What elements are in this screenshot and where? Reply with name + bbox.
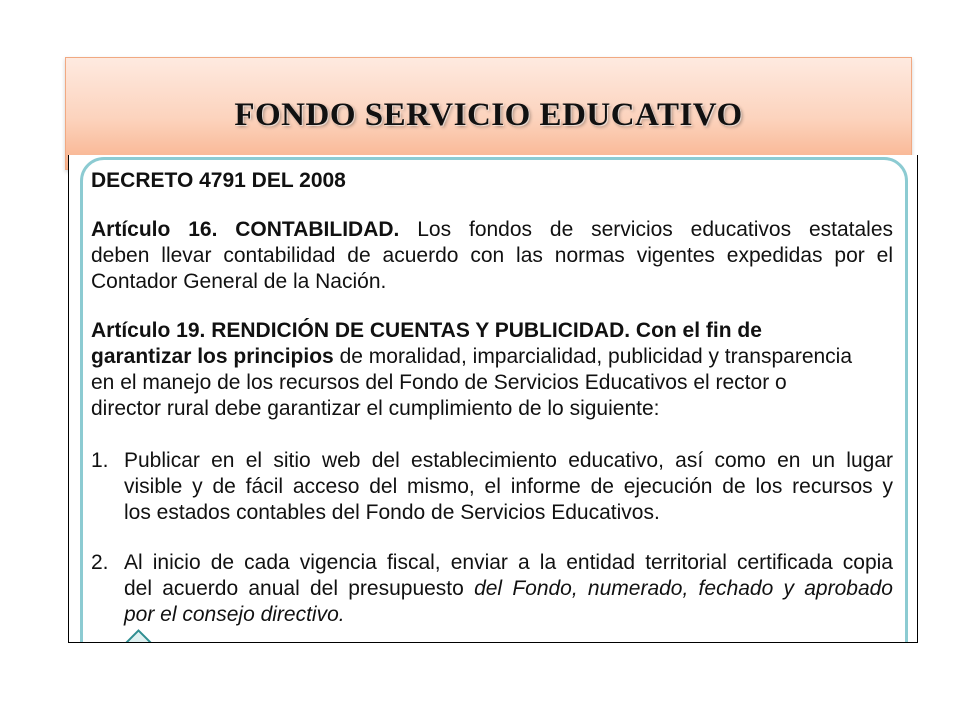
article-19-line-4: director rural debe garantizar el cumplimiento de lo siguiente: [91, 397, 660, 420]
decree-document-image [68, 155, 918, 643]
article-19-line-1: Artículo 19. RENDICIÓN DE CUENTAS Y PUBLICIDAD. Con el fin de [91, 319, 762, 342]
list-item-2-line-2 [91, 576, 893, 602]
list-item-2-line-2-italic: del Fondo, numerado, fechado y aprobado [474, 577, 893, 600]
list-item-1-line-1 [91, 448, 893, 474]
document-text [91, 168, 893, 628]
article-16-line-2: deben llevar contabilidad de acuerdo con las normas vigentes expedidas por el [91, 244, 893, 267]
decree-heading: DECRETO 4791 DEL 2008 [91, 169, 346, 192]
list-item-1-line-1-text: Publicar en el sitio web del establecimiento educativo, así como en un lugar [124, 449, 893, 472]
article-16-title: Artículo 16. CONTABILIDAD. [91, 218, 400, 241]
article-19-line-2 [91, 344, 893, 370]
list-item-1 [91, 448, 893, 526]
article-19 [91, 318, 893, 422]
article-19-line-2-text: de moralidad, imparcialidad, publicidad y transparencia [339, 345, 853, 368]
list-item-1-number: 1. [91, 449, 109, 472]
slide-title: FONDO SERVICIO EDUCATIVO [234, 97, 743, 133]
article-16-line-1 [91, 217, 893, 243]
slide-title-banner [65, 57, 912, 170]
article-16-line-1-text: Los fondos de servicios educativos estatales [417, 218, 893, 241]
list-item-2-line-3: por el consejo directivo. [124, 603, 345, 626]
list-item-2-line-1-text: Al inicio de cada vigencia fiscal, enviar a la entidad territorial certificada copia [124, 551, 893, 574]
list-item-1-line-2: visible y de fácil acceso del mismo, el informe de ejecución de los recursos y [124, 475, 893, 498]
list-item-1-line-3: los estados contables del Fondo de Servicios Educativos. [124, 501, 660, 524]
list-item-2-number: 2. [91, 551, 109, 574]
article-16 [91, 217, 893, 295]
article-19-line-2-bold: garantizar los principios [91, 345, 334, 368]
article-16-line-3: Contador General de la Nación. [91, 270, 387, 293]
list-item-2-line-2-text: del acuerdo anual del presupuesto [124, 577, 464, 600]
list-item-2 [91, 550, 893, 628]
list-item-2-line-1 [91, 550, 893, 576]
article-19-line-3: en el manejo de los recursos del Fondo de Servicios Educativos el rector o [91, 371, 787, 394]
